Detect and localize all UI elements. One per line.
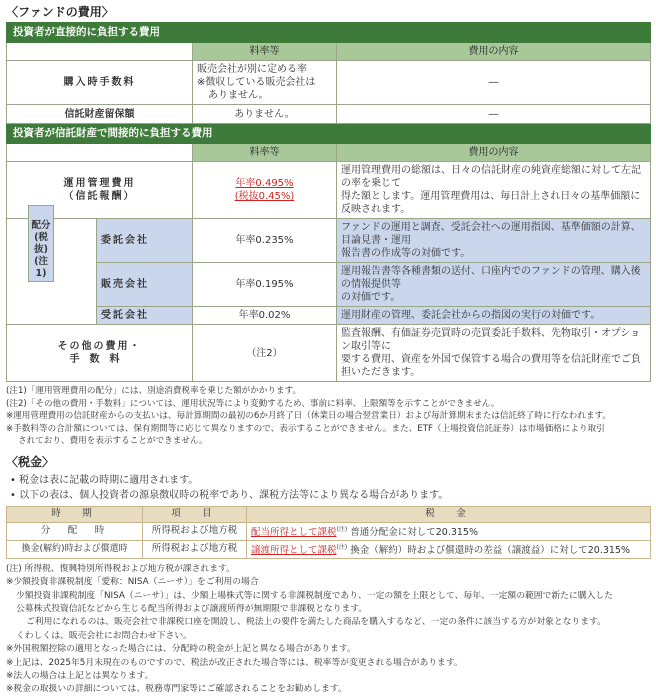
- allocation-label: [28, 205, 54, 282]
- trustee-label-text: 受託会社: [101, 310, 149, 321]
- tax-bullet-2: • 以下の表は、個人投資者の源泉徴収時の税率であり、課税方法等により異なる場合があります。: [10, 489, 449, 501]
- trustee-rate: 年率0.02%: [193, 307, 337, 325]
- trustor-desc: [337, 219, 651, 263]
- allocation-label-line-1: 配分: [31, 220, 51, 231]
- tax-row1-desc: 普通分配金に対して20.315%: [350, 526, 479, 538]
- fund-costs-title: 〈ファンドの費用〉: [6, 5, 114, 19]
- tax-notes: [6, 563, 650, 697]
- tax-row1-tax: [247, 522, 651, 540]
- fund-note-4: ※手数料等の合計額については、保有期間等に応じて異なりますので、表示することができません。また、ETF（上場投資信託証券）は市場価格により取引: [6, 423, 605, 434]
- other-fees-rate: （注2）: [193, 325, 337, 382]
- rate-header: 料率等: [193, 43, 337, 61]
- tax-row2-item: 所得税および地方税: [143, 540, 247, 558]
- allocation-label-line-2: (税抜): [34, 232, 48, 255]
- tax-note-9: ※法人の場合は上記とは異なります。: [6, 671, 154, 682]
- indirect-costs-band: 投資者が信託財産で間接的に負担する費用: [7, 124, 651, 144]
- reserve-label: 信託財産留保額: [7, 105, 193, 124]
- distributor-rate: 年率0.195%: [193, 263, 337, 307]
- tax-row1-red: 配当所得として課税: [251, 526, 337, 538]
- tax-tax-header: 税 金: [247, 506, 651, 522]
- management-fee-desc: [337, 162, 651, 219]
- distributor-desc-line-2: の対価です。: [341, 292, 401, 303]
- purchase-fee-content: ―: [337, 61, 651, 105]
- other-fees-desc-line-2: 要する費用、資産を外国で保管する場合の費用等を信託財産でご負担いただきます。: [341, 354, 641, 378]
- trustor-label-text: 委託会社: [101, 235, 149, 246]
- tax-item-header: 項 目: [143, 506, 247, 522]
- fund-costs-table: [6, 22, 651, 382]
- tax-bullets: [10, 473, 650, 503]
- tax-row2-desc: 換金（解約）時および償還時の差益（譲渡益）に対して20.315%: [350, 544, 631, 556]
- fund-note-5: されており、費用を表示することができません。: [18, 436, 208, 446]
- reserve-rate: ありません。: [193, 105, 337, 124]
- purchase-fee-label: 購入時手数料: [7, 61, 193, 105]
- management-fee-label-line-2: （信託報酬）: [63, 191, 136, 202]
- management-fee-rate: [193, 162, 337, 219]
- content-header-2: 費用の内容: [337, 144, 651, 162]
- header-spacer: [7, 43, 193, 61]
- trustor-label: [97, 219, 193, 263]
- management-fee-label-line-1: 運用管理費用: [63, 178, 136, 189]
- trustor-desc-line-2: 報告書の作成等の対価です。: [341, 248, 471, 259]
- tax-row1-item: 所得税および地方税: [143, 522, 247, 540]
- tax-note-7: ※外国税額控除の適用となった場合には、分配時の税金が上記と異なる場合があります。: [6, 644, 356, 655]
- fund-note-3: ※運用管理費用の信託財産からの支払いは、毎計算期間の最初の6か月終了日（休業日の場合翌営業日）および毎計算期末または信託終了時に行なわれます。: [6, 411, 611, 421]
- distributor-desc-line-1: 運用報告書等各種書類の送付、口座内でのファンドの管理、購入後の情報提供等: [341, 266, 641, 290]
- distributor-label-text: 販売会社: [101, 279, 149, 290]
- tax-note-3: 少額投資非課税制度「NISA（ニーサ）」は、少額上場株式等に関する非課税制度であり、一定の額を上限として、毎年、一定額の範囲で新たに購入した: [16, 590, 613, 601]
- management-fee-rate-total: 年率0.495%: [235, 178, 294, 189]
- tax-table: [6, 506, 651, 559]
- tax-title: 〈税金〉: [6, 454, 55, 469]
- management-fee-desc-line-2: 得た額とします。運用管理費用は、毎日計上され日々の基準価額に反映されます。: [341, 191, 641, 215]
- tax-note-6: くわしくは、販売会社にお問合わせ下さい。: [16, 630, 192, 641]
- header-spacer-2: [7, 144, 193, 162]
- trustor-desc-line-1: ファンドの運用と調査、受託会社への運用指図、基準価額の計算、目論見書・運用: [341, 222, 641, 246]
- other-fees-label-line-2: 手数料: [69, 354, 130, 365]
- distributor-desc: [337, 263, 651, 307]
- other-fees-desc: [337, 325, 651, 382]
- tax-row2-red: 譲渡所得として課税: [251, 544, 337, 556]
- tax-note-5: ご利用になれるのは、販売会社で非課税口座を開設し、税法上の要件を満たした商品を購入するなど、一定の条件に該当する方が対象となります。: [26, 617, 606, 628]
- purchase-rate-line-3: ありません。: [208, 90, 269, 101]
- reserve-content: ―: [337, 105, 651, 124]
- trustee-label: [97, 307, 193, 325]
- other-fees-label-line-1: その他の費用・: [57, 341, 142, 352]
- tax-note-2: ※少額投資非課税制度「愛称：NISA（ニーサ）」をご利用の場合: [6, 577, 259, 588]
- tax-row1-time: 分 配 時: [7, 522, 143, 540]
- tax-note-10: ※税金の取扱いの詳細については、税務専門家等にご確認されることをお勧めします。: [6, 684, 347, 695]
- purchase-rate-line-1: 販売会社が別に定める率: [197, 64, 307, 75]
- tax-bullet-1: • 税金は表に記載の時期に適用されます。: [10, 474, 199, 486]
- allocation-label-line-3: (注1): [34, 256, 48, 279]
- fund-costs-notes: [6, 385, 650, 448]
- fund-note-1: (注1)「運用管理費用の配分」には、別途消費税率を乗じた額がかかります。: [6, 386, 302, 396]
- tax-note-8: ※上記は、2025年5月末現在のものですので、税法が改正された場合等には、税率等が変更される場合があります。: [6, 657, 463, 668]
- purchase-fee-rate: [193, 61, 337, 105]
- tax-row2-tax: [247, 540, 651, 558]
- rate-header-2: 料率等: [193, 144, 337, 162]
- other-fees-desc-line-1: 監査報酬、有価証券売買時の売買委託手数料、先物取引・オプション取引等に: [341, 328, 641, 352]
- management-fee-desc-line-1: 運用管理費用の総額は、日々の信託財産の純資産総額に対して左記の率を乗じて: [341, 165, 641, 189]
- purchase-rate-line-2: ※徴収している販売会社は: [197, 77, 316, 88]
- distributor-label: [97, 263, 193, 307]
- tax-row1-note: (注): [336, 525, 348, 533]
- direct-costs-band: 投資者が直接的に負担する費用: [7, 23, 651, 43]
- fund-note-2: (注2)「その他の費用・手数料」については、運用状況等により変動するため、事前に料率、上限額等を示すことができません。: [6, 398, 500, 409]
- tax-row2-time: 換金(解約)時および償還時: [7, 540, 143, 558]
- management-fee-rate-ex-tax: (税抜0.45%): [234, 191, 295, 202]
- tax-time-header: 時 期: [7, 506, 143, 522]
- content-header: 費用の内容: [337, 43, 651, 61]
- trustor-rate: 年率0.235%: [193, 219, 337, 263]
- tax-row2-note: (注): [336, 543, 348, 551]
- tax-note-4: 公募株式投資信託などから生じる配当所得および譲渡所得が無期限で非課税となります。: [16, 604, 368, 615]
- tax-note-1: (注) 所得税、復興特別所得税および地方税が課されます。: [6, 563, 235, 574]
- other-fees-label: [7, 325, 193, 382]
- trustee-desc: 運用財産の管理、委託会社からの指図の実行の対価です。: [337, 307, 651, 325]
